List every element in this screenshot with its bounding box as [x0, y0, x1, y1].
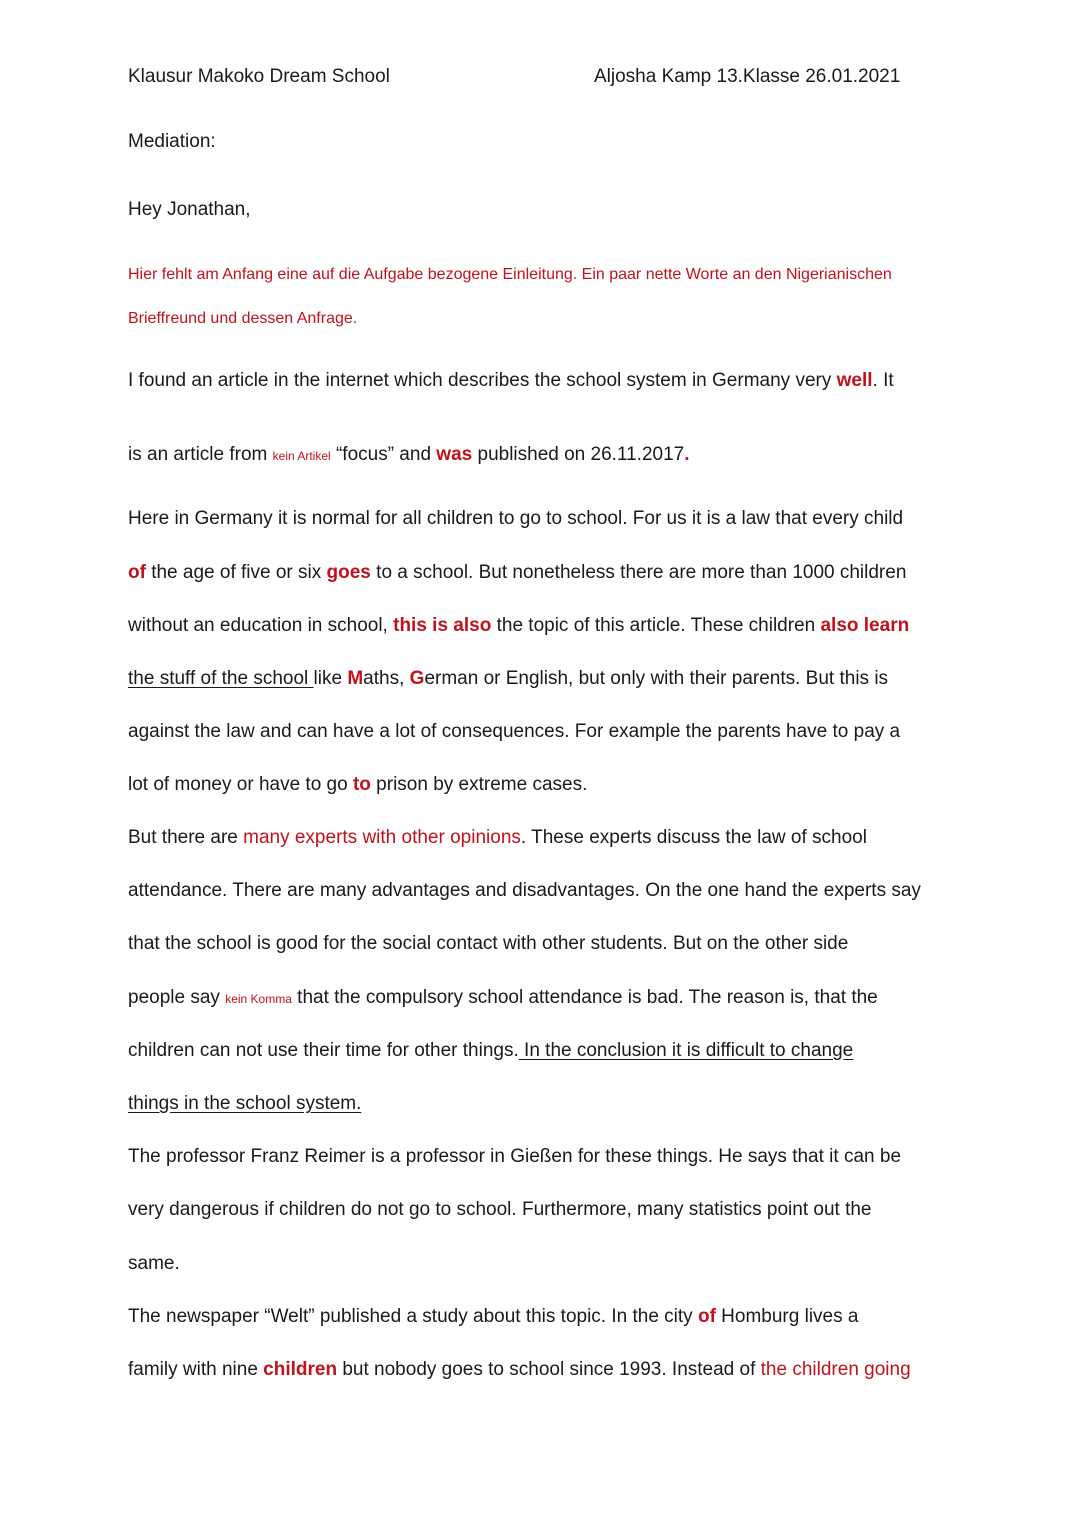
text-segment: like	[313, 668, 348, 689]
body-line	[128, 1093, 361, 1115]
corrected-text: children	[263, 1359, 338, 1380]
body-line	[128, 1040, 853, 1062]
text-segment: . It	[872, 370, 894, 391]
corrected-text: of	[697, 1306, 716, 1327]
corrected-text: was	[436, 444, 473, 465]
body-line	[128, 615, 909, 637]
body-line	[128, 508, 903, 530]
text-segment: that the school is good for the social contact with other students. But on the other side	[128, 933, 849, 954]
text-segment: children can not use their time for other things.	[128, 1040, 519, 1061]
body-line	[128, 880, 921, 902]
text-segment: same.	[128, 1253, 180, 1274]
body-line	[128, 1199, 872, 1221]
text-segment: very dangerous if children do not go to school. Furthermore, many statistics point out the	[128, 1199, 872, 1220]
body-line	[128, 370, 894, 392]
correction-note-line-1: Hier fehlt am Anfang eine auf die Aufgabe bezogene Einleitung. Ein paar nette Worte an den Nigerianischen	[128, 266, 892, 283]
text-segment: the topic of this article. These children	[491, 615, 821, 636]
body-line	[128, 987, 878, 1009]
heading: Mediation:	[128, 131, 216, 152]
header-left: Klausur Makoko Dream School	[128, 66, 390, 87]
text-segment: is an article from	[128, 444, 273, 465]
body-line	[128, 774, 587, 796]
text-segment: against the law and can have a lot of consequences. For example the parents have to pay a	[128, 721, 901, 742]
body-line	[128, 1253, 180, 1275]
corrected-text: many experts with other opinions	[243, 827, 521, 848]
text-segment: . These experts discuss the law of school	[520, 827, 867, 848]
correction-note-line-2: Brieffreund und dessen Anfrage.	[128, 310, 358, 327]
text-segment: to a school. But nonetheless there are more than 1000 children	[370, 562, 907, 583]
corrected-text: G	[409, 668, 425, 689]
text-segment: Here in Germany it is normal for all children to go to school. For us it is a law that every child	[128, 508, 904, 529]
text-segment: erman or English, but only with their parents. But this is	[424, 668, 889, 689]
corrected-text: In the conclusion it is difficult to change	[518, 1040, 854, 1061]
text-segment: The newspaper “Welt” published a study about this topic. In the city	[128, 1306, 698, 1327]
text-segment: without an education in school,	[128, 615, 394, 636]
text-segment: But there are	[128, 827, 244, 848]
text-segment: “focus” and	[330, 444, 437, 465]
body-line	[128, 562, 906, 584]
text-segment: prison by extreme cases.	[370, 774, 588, 795]
body-line	[128, 827, 867, 849]
corrected-text: the stuff of the school	[128, 668, 314, 689]
margin-correction: kein Komma	[225, 992, 292, 1006]
text-segment: The professor Franz Reimer is a professor in Gießen for these things. He says that it can be	[128, 1146, 902, 1167]
text-segment: aths,	[363, 668, 410, 689]
text-segment: Homburg lives a	[715, 1306, 859, 1327]
text-segment: I found an article in the internet which describes the school system in Germany very	[128, 370, 837, 391]
greeting: Hey Jonathan,	[128, 199, 251, 220]
text-segment: but nobody goes to school since 1993. Instead of	[337, 1359, 761, 1380]
corrected-text: the children going	[760, 1359, 911, 1380]
body-line	[128, 1146, 901, 1168]
body-line	[128, 1359, 911, 1381]
text-segment: the age of five or six	[145, 562, 327, 583]
body-line	[128, 1306, 858, 1328]
text-segment: family with nine	[128, 1359, 264, 1380]
corrected-text: things in the school system.	[128, 1093, 362, 1114]
corrected-text: to	[352, 774, 371, 795]
corrected-text: also learn	[820, 615, 910, 636]
text-segment: published on 26.11.2017	[472, 444, 685, 465]
text-segment: lot of money or have to go	[128, 774, 353, 795]
corrected-text: M	[347, 668, 364, 689]
body-line	[128, 668, 888, 690]
corrected-text: .	[684, 444, 690, 465]
corrected-text: this is also	[393, 615, 492, 636]
text-segment: attendance. There are many advantages and disadvantages. On the one hand the experts say	[128, 880, 921, 901]
text-segment: that the compulsory school attendance is bad. The reason is, that the	[291, 987, 878, 1008]
corrected-text: goes	[326, 562, 371, 583]
margin-correction: kein Artikel	[272, 449, 331, 463]
body-line	[128, 933, 848, 955]
text-segment: people say	[128, 987, 226, 1008]
body-line	[128, 721, 900, 743]
body-line	[128, 444, 690, 466]
header-right: Aljosha Kamp 13.Klasse 26.01.2021	[594, 66, 901, 87]
corrected-text: well	[836, 370, 873, 391]
corrected-text: of	[128, 562, 146, 583]
